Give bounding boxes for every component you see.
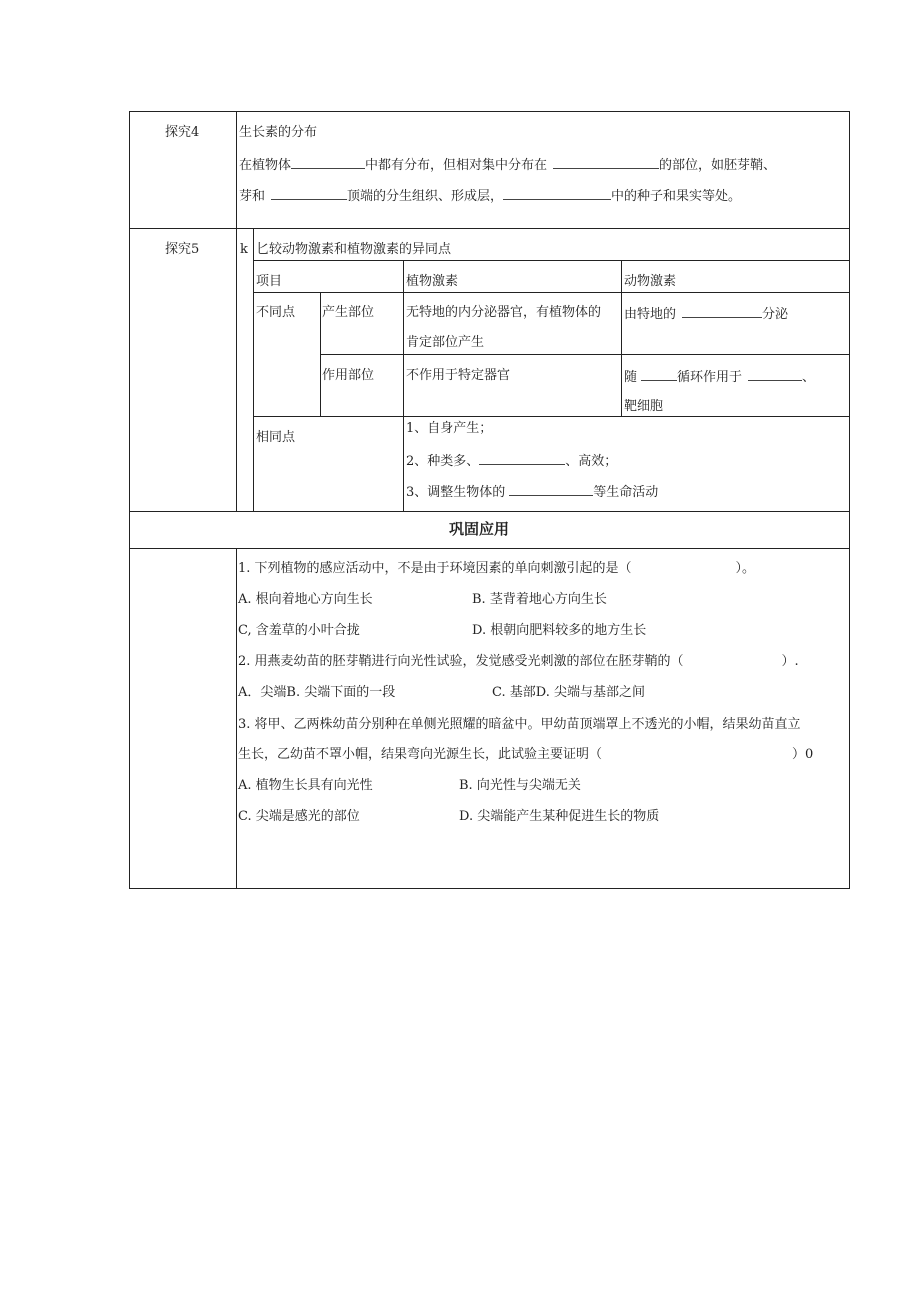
fill-blank[interactable] <box>553 156 659 169</box>
explore4-label: 探究4 <box>165 125 200 140</box>
explore4-line2: 芽和 顶端的分生组织、形成层， 中的种子和果实等处。 <box>239 189 742 204</box>
fill-blank[interactable] <box>509 483 593 496</box>
header-animal: 动物激素 <box>624 274 677 289</box>
produce-animal: 由特地的 分泌 <box>624 307 789 322</box>
produce-plant-2: 肯定部位产生 <box>406 335 485 350</box>
fill-blank[interactable] <box>641 368 677 381</box>
same-2: 2、种类多、 、高效； <box>406 454 618 469</box>
same-3: 3、调整生物体的 等生命活动 <box>406 485 659 500</box>
q1-option-a[interactable]: A. 根向着地心方向生长 <box>238 592 373 607</box>
header-plant: 植物激素 <box>406 274 459 289</box>
q1-option-b[interactable]: B. 茎背着地心方向生长 <box>472 592 607 607</box>
fill-blank[interactable] <box>682 305 762 318</box>
q1-option-d[interactable]: D. 根朝向肥料较多的地方生长 <box>472 623 647 638</box>
action-animal: 随 循环作用于 、 <box>624 370 816 385</box>
q3-option-c[interactable]: C. 尖端是感光的部位 <box>238 809 360 824</box>
q3-stem-2: 生长，乙幼苗不罩小帽，结果弯向光源生长，此试验主要证明（ ）0 <box>238 747 814 762</box>
action-plant: 不作用于特定器官 <box>406 368 511 383</box>
fill-blank[interactable] <box>291 156 365 169</box>
header-item: 项目 <box>256 274 283 289</box>
fill-blank[interactable] <box>748 368 802 381</box>
diff-label: 不同点 <box>256 305 296 320</box>
fill-blank[interactable] <box>479 452 565 465</box>
fill-blank[interactable] <box>271 187 347 200</box>
produce-plant-1: 无特地的内分泌器官，有植物体的 <box>406 305 602 320</box>
produce-label: 产生部位 <box>322 305 375 320</box>
q3-option-b[interactable]: B. 向光性与尖端无关 <box>459 778 581 793</box>
q3-option-d[interactable]: D. 尖端能产生某种促进生长的物质 <box>459 809 660 824</box>
action-label: 作用部位 <box>322 368 375 383</box>
explore5-mark: k <box>240 242 248 257</box>
q2-stem: 2. 用燕麦幼苗的胚芽鞘进行向光性试验，发觉感受光刺激的部位在胚芽鞘的（ ）. <box>238 654 799 669</box>
q2-options-ab[interactable]: A．尖端B. 尖端下面的一段 <box>238 685 396 700</box>
action-animal-2: 靶细胞 <box>624 399 664 414</box>
same-1: 1、自身产生； <box>406 421 493 436</box>
apply-heading: 巩固应用 <box>449 520 510 538</box>
q2-options-cd[interactable]: C. 基部D. 尖端与基部之间 <box>492 685 645 700</box>
q1-stem: 1. 下列植物的感应活动中，不是由于环境因素的单向刺激引起的是（ ）。 <box>238 561 756 576</box>
q3-stem-1: 3. 将甲、乙两株幼苗分别种在单侧光照耀的暗盆中。甲幼苗顶端罩上不透光的小帽，结果幼苗直立 <box>238 717 801 732</box>
same-label: 相同点 <box>256 430 296 445</box>
explore5-title: 匕较动物激素和植物激素的异同点 <box>256 242 452 257</box>
fill-blank[interactable] <box>503 187 611 200</box>
explore5-label: 探究5 <box>165 242 200 257</box>
q1-option-c[interactable]: C, 含羞草的小叶合拢 <box>238 623 360 638</box>
explore4-title: 生长素的分布 <box>239 125 318 140</box>
explore4-line1: 在植物体 中都有分布，但相对集中分布在 的部位，如胚芽鞘、 <box>239 158 777 173</box>
q3-option-a[interactable]: A. 植物生长具有向光性 <box>238 778 373 793</box>
